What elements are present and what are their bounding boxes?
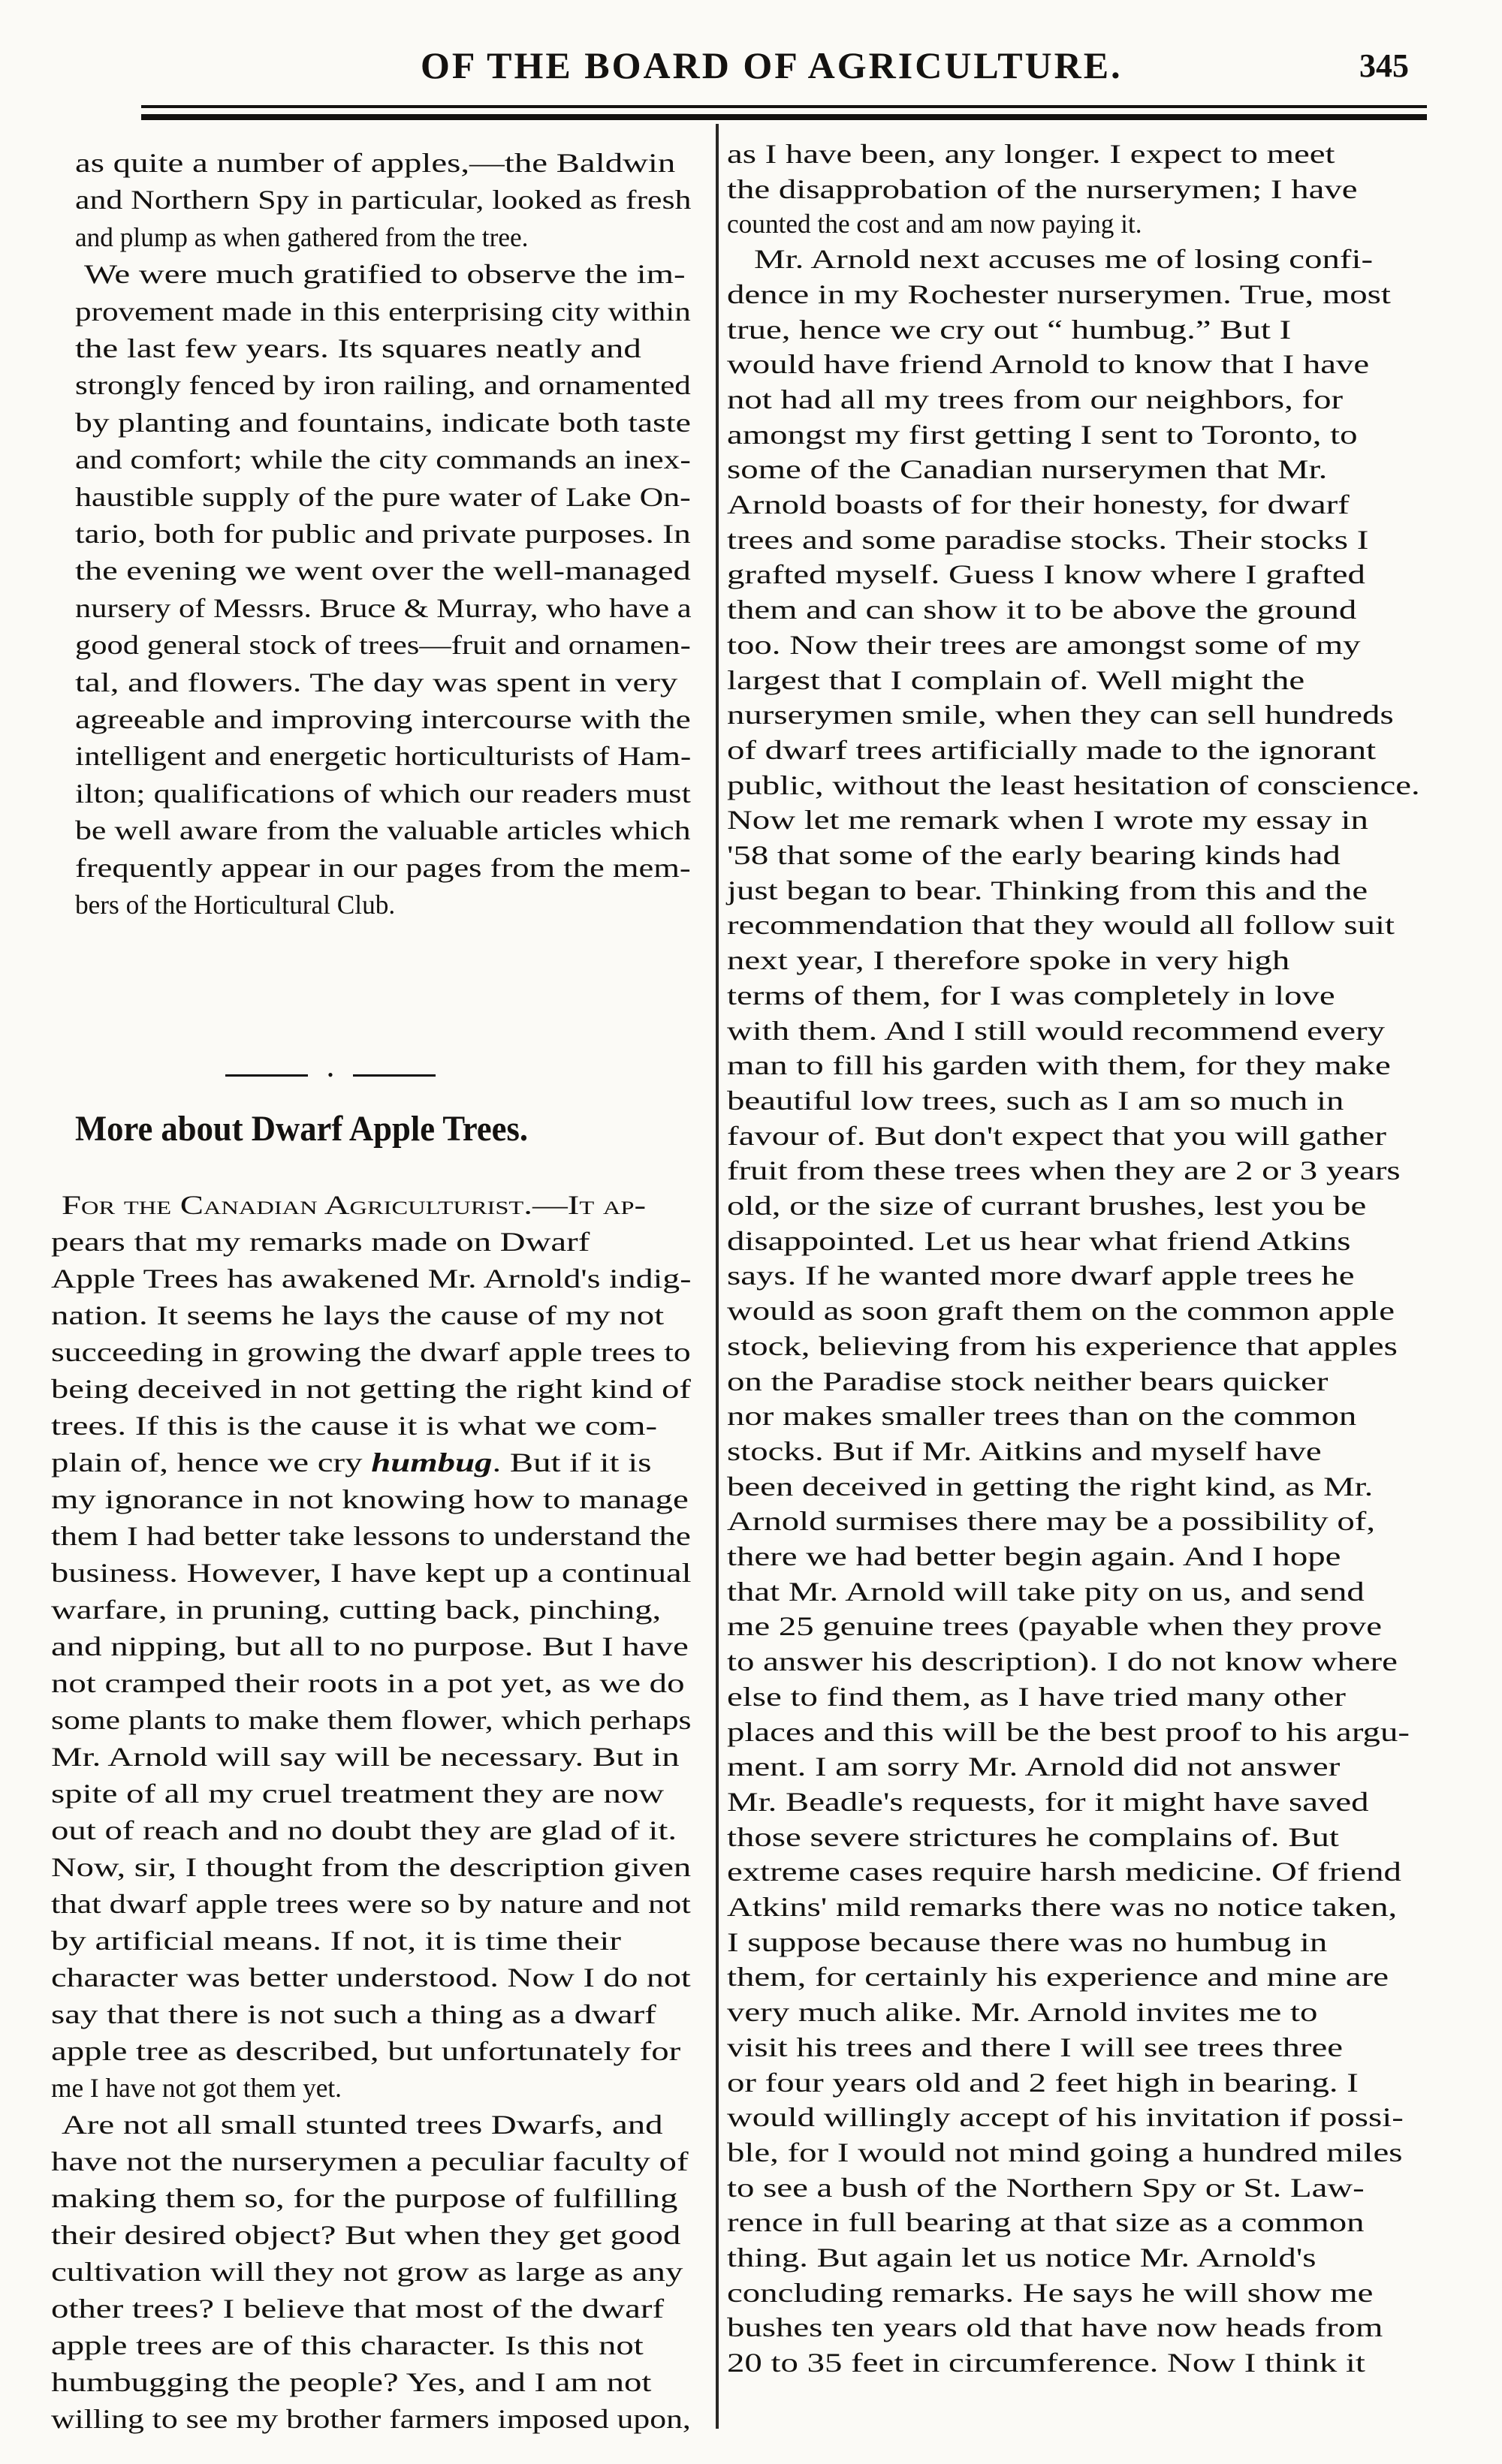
text-line: Now let me remark when I wrote my essay in bbox=[727, 805, 1368, 836]
text-line: some of the Canadian nurserymen that Mr. bbox=[727, 454, 1328, 485]
text-line: Are not all small stunted trees Dwarfs, and bbox=[62, 2110, 663, 2140]
text-line: just began to bear. Thinking from this and the bbox=[727, 875, 1368, 905]
text-line: out of reach and no doubt they are glad of it. bbox=[51, 1815, 677, 1845]
text-line: and plump as when gathered from the tree. bbox=[75, 221, 529, 252]
text-line: recommendation that they would all follow suit bbox=[727, 910, 1395, 941]
page-number: 345 bbox=[1359, 47, 1409, 84]
text-line: making them so, for the purpose of fulfilling bbox=[51, 2183, 678, 2213]
text-line: and nipping, but all to no purpose. But I have bbox=[51, 1631, 689, 1661]
text-line: with them. And I still would recommend every bbox=[727, 1015, 1386, 1046]
ornament-rule-left bbox=[225, 1074, 308, 1077]
text-line: ment. I am sorry Mr. Arnold did not answer bbox=[727, 1752, 1341, 1782]
text-line: visit his trees and there I will see trees three bbox=[727, 2032, 1344, 2062]
text-line: to see a bush of the Northern Spy or St. Law- bbox=[727, 2172, 1365, 2203]
text-line: very much alike. Mr. Arnold invites me to bbox=[727, 1997, 1318, 2028]
text-line: For the Canadian Agriculturist.—It ap- bbox=[62, 1190, 647, 1220]
text-line: nor makes smaller trees than on the common bbox=[727, 1401, 1357, 1432]
text-line: disappointed. Let us hear what friend Atkins bbox=[727, 1225, 1351, 1256]
text-line: provement made in this enterprising city within bbox=[75, 296, 691, 327]
text-line: succeeding in growing the dwarf apple trees to bbox=[51, 1337, 691, 1367]
text-line: agreeable and improving intercourse with the bbox=[75, 704, 691, 734]
text-line: too. Now their trees are amongst some of my bbox=[727, 629, 1361, 660]
text-line: ble, for I would not mind going a hundred miles bbox=[727, 2137, 1403, 2167]
text-line: or four years old and 2 feet high in bearing. I bbox=[727, 2067, 1359, 2098]
text-line: good general stock of trees—fruit and ornamen- bbox=[75, 630, 691, 661]
text-line: stocks. But if Mr. Aitkins and myself have bbox=[727, 1435, 1322, 1466]
text-line: rence in full bearing at that size as a common bbox=[727, 2207, 1365, 2238]
text-line: humbugging the people? Yes, and I am not bbox=[51, 2367, 652, 2397]
text-line: that Mr. Arnold will take pity on us, and send bbox=[727, 1576, 1365, 1607]
text-line: bushes ten years old that have now heads from bbox=[727, 2312, 1383, 2343]
text-line: thing. But again let us notice Mr. Arnold's bbox=[727, 2243, 1317, 2273]
section-heading: More about Dwarf Apple Trees. bbox=[75, 1109, 529, 1149]
column-divider bbox=[716, 124, 719, 2429]
text-line: old, or the size of currant brushes, lest you be bbox=[727, 1191, 1367, 1221]
text-line: bers of the Horticultural Club. bbox=[75, 890, 396, 920]
text-line: as I have been, any longer. I expect to meet bbox=[727, 139, 1335, 169]
text-line: '58 that some of the early bearing kinds had bbox=[727, 840, 1341, 870]
text-line: largest that I complain of. Well might the bbox=[727, 664, 1305, 695]
text-line: being deceived in not getting the right kind of bbox=[51, 1374, 691, 1404]
text-line: would have friend Arnold to know that I have bbox=[727, 349, 1370, 380]
text-line: man to fill his garden with them, for they make bbox=[727, 1050, 1391, 1081]
text-line: as quite a number of apples,—the Baldwin bbox=[75, 148, 676, 178]
text-line: extreme cases require harsh medicine. Of friend bbox=[727, 1857, 1401, 1887]
text-line: would willingly accept of his invitation if possi- bbox=[727, 2102, 1404, 2133]
text-line: frequently appear in our pages from the mem- bbox=[75, 852, 691, 883]
text-line: business. However, I have kept up a continual bbox=[51, 1558, 692, 1588]
text-line: them and can show it to be above the ground bbox=[727, 595, 1357, 625]
text-line: intelligent and energetic horticulturists of Ham- bbox=[75, 741, 692, 772]
text-line: be well aware from the valuable articles which bbox=[75, 815, 691, 846]
ornament-dot: • bbox=[327, 1065, 333, 1084]
text-line: Apple Trees has awakened Mr. Arnold's indig- bbox=[51, 1264, 692, 1294]
text-line: nation. It seems he lays the cause of my not bbox=[51, 1300, 665, 1330]
text-line: favour of. But don't expect that you will gather bbox=[727, 1120, 1386, 1151]
text-line: by planting and fountains, indicate both taste bbox=[75, 407, 691, 438]
text-line: willing to see my brother farmers imposed upon, bbox=[51, 2404, 691, 2434]
text-line: other trees? I believe that most of the dwarf bbox=[51, 2294, 665, 2324]
text-line: been deceived in getting the right kind, as Mr. bbox=[727, 1471, 1374, 1502]
text-line: trees. If this is the cause it is what we com- bbox=[51, 1411, 658, 1441]
text-line: Arnold surmises there may be a possibility of, bbox=[727, 1506, 1376, 1537]
text-line: tal, and flowers. The day was spent in very bbox=[75, 667, 678, 697]
text-line: and Northern Spy in particular, looked as fresh bbox=[75, 185, 692, 215]
text-line: apple trees are of this character. Is this not bbox=[51, 2330, 644, 2360]
text-line: and comfort; while the city commands an inex- bbox=[75, 444, 691, 475]
text-line: their desired object? But when they get good bbox=[51, 2220, 681, 2250]
text-line: the disapprobation of the nurserymen; I have bbox=[727, 173, 1358, 204]
text-line: public, without the least hesitation of conscience. bbox=[727, 770, 1420, 800]
text-line: character was better understood. Now I do not bbox=[51, 1962, 691, 1993]
text-line: some plants to make them flower, which perhaps bbox=[51, 1705, 692, 1735]
text-line: them, for certainly his experience and mine are bbox=[727, 1962, 1389, 1993]
emphasis: humbug bbox=[371, 1447, 493, 1477]
text-line: Atkins' mild remarks there was no notice taken, bbox=[727, 1892, 1398, 1922]
text-line: We were much gratified to observe the im- bbox=[84, 259, 686, 290]
text-line: apple tree as described, but unfortunately for bbox=[51, 2036, 681, 2066]
text-line: that dwarf apple trees were so by nature and not bbox=[51, 1889, 691, 1919]
header-rule-thin bbox=[141, 105, 1427, 108]
text-line: nurserymen smile, when they can sell hundreds bbox=[727, 700, 1394, 730]
text-line: 20 to 35 feet in circumference. Now I think it bbox=[727, 2348, 1365, 2378]
text-line: those severe strictures he complains of. But bbox=[727, 1821, 1339, 1852]
text-line: not cramped their roots in a pot yet, as we do bbox=[51, 1668, 685, 1698]
running-title: OF THE BOARD OF AGRICULTURE. bbox=[421, 44, 1123, 86]
text-line: spite of all my cruel treatment they are now bbox=[51, 1779, 665, 1809]
text-line: else to find them, as I have tried many other bbox=[727, 1681, 1346, 1712]
text-line: says. If he wanted more dwarf apple trees he bbox=[727, 1261, 1355, 1291]
text-line: I suppose because there was no humbug in bbox=[727, 1926, 1328, 1957]
text-line: ilton; qualifications of which our readers must bbox=[75, 778, 691, 809]
text-line: trees and some paradise stocks. Their stocks I bbox=[727, 524, 1369, 555]
text-line: haustible supply of the pure water of Lake On- bbox=[75, 481, 691, 512]
text-line: counted the cost and am now paying it. bbox=[727, 209, 1142, 239]
text-line: the last few years. Its squares neatly and bbox=[75, 333, 641, 363]
text-line: Mr. Beadle's requests, for it might have saved bbox=[727, 1786, 1369, 1817]
text-line: to answer his description). I do not know where bbox=[727, 1646, 1398, 1677]
text-line: cultivation will they not grow as large as any bbox=[51, 2257, 683, 2287]
text-line: terms of them, for I was completely in love bbox=[727, 980, 1335, 1011]
text-line: grafted myself. Guess I know where I grafted bbox=[727, 559, 1365, 590]
text-line: nursery of Messrs. Bruce & Murray, who have a bbox=[75, 592, 692, 623]
text-line: Now, sir, I thought from the description given bbox=[51, 1852, 692, 1882]
text-line: fruit from these trees when they are 2 or 3 years bbox=[727, 1155, 1401, 1186]
text-line: me I have not got them yet. bbox=[51, 2073, 342, 2103]
text-line: beautiful low trees, such as I am so much in bbox=[727, 1085, 1344, 1116]
text-line: them I had better take lessons to understand the bbox=[51, 1521, 691, 1551]
text-line: concluding remarks. He says he will show me bbox=[727, 2277, 1374, 2308]
text-line: say that there is not such a thing as a dwarf bbox=[51, 1999, 656, 2029]
ornament-rule-right bbox=[353, 1074, 436, 1077]
text-line: not had all my trees from our neighbors, for bbox=[727, 384, 1344, 414]
text-line: Mr. Arnold will say will be necessary. But in bbox=[51, 1742, 680, 1772]
text-line: the evening we went over the well-managed bbox=[75, 556, 691, 586]
text-line: on the Paradise stock neither bears quicker bbox=[727, 1366, 1329, 1396]
text-line: true, hence we cry out “ humbug.” But I bbox=[727, 314, 1292, 345]
text-line: places and this will be the best proof to his argu- bbox=[727, 1716, 1410, 1747]
text-line: of dwarf trees artificially made to the ignorant bbox=[727, 734, 1377, 765]
section-ornament bbox=[225, 1065, 436, 1084]
text-line: plain of, hence we cry humbug. But if it is bbox=[51, 1447, 652, 1477]
text-line: amongst my first getting I sent to Toronto, to bbox=[727, 419, 1358, 450]
text-line: Mr. Arnold next accuses me of losing confi- bbox=[754, 244, 1374, 275]
text-line: tario, both for public and private purposes. In bbox=[75, 519, 691, 549]
text-line: pears that my remarks made on Dwarf bbox=[51, 1227, 590, 1257]
text-line: warfare, in pruning, cutting back, pinching, bbox=[51, 1595, 662, 1625]
header-rule-thick bbox=[141, 114, 1427, 120]
text-line: would as soon graft them on the common apple bbox=[727, 1296, 1395, 1327]
text-line: my ignorance in not knowing how to manage bbox=[51, 1484, 689, 1514]
text-line: by artificial means. If not, it is time their bbox=[51, 1926, 621, 1956]
running-head bbox=[0, 32, 1502, 92]
text-line: stock, believing from his experience that apples bbox=[727, 1330, 1398, 1361]
text-line: have not the nurserymen a peculiar faculty of bbox=[51, 2146, 689, 2176]
text-line: strongly fenced by iron railing, and ornamented bbox=[75, 370, 691, 401]
text-line: dence in my Rochester nurserymen. True, most bbox=[727, 279, 1391, 309]
text-line: Arnold boasts of for their honesty, for dwarf bbox=[727, 489, 1350, 520]
text-line: next year, I therefore spoke in very high bbox=[727, 945, 1290, 976]
text-line: there we had better begin again. And I hope bbox=[727, 1541, 1341, 1571]
text-line: me 25 genuine trees (payable when they prove bbox=[727, 1611, 1382, 1642]
